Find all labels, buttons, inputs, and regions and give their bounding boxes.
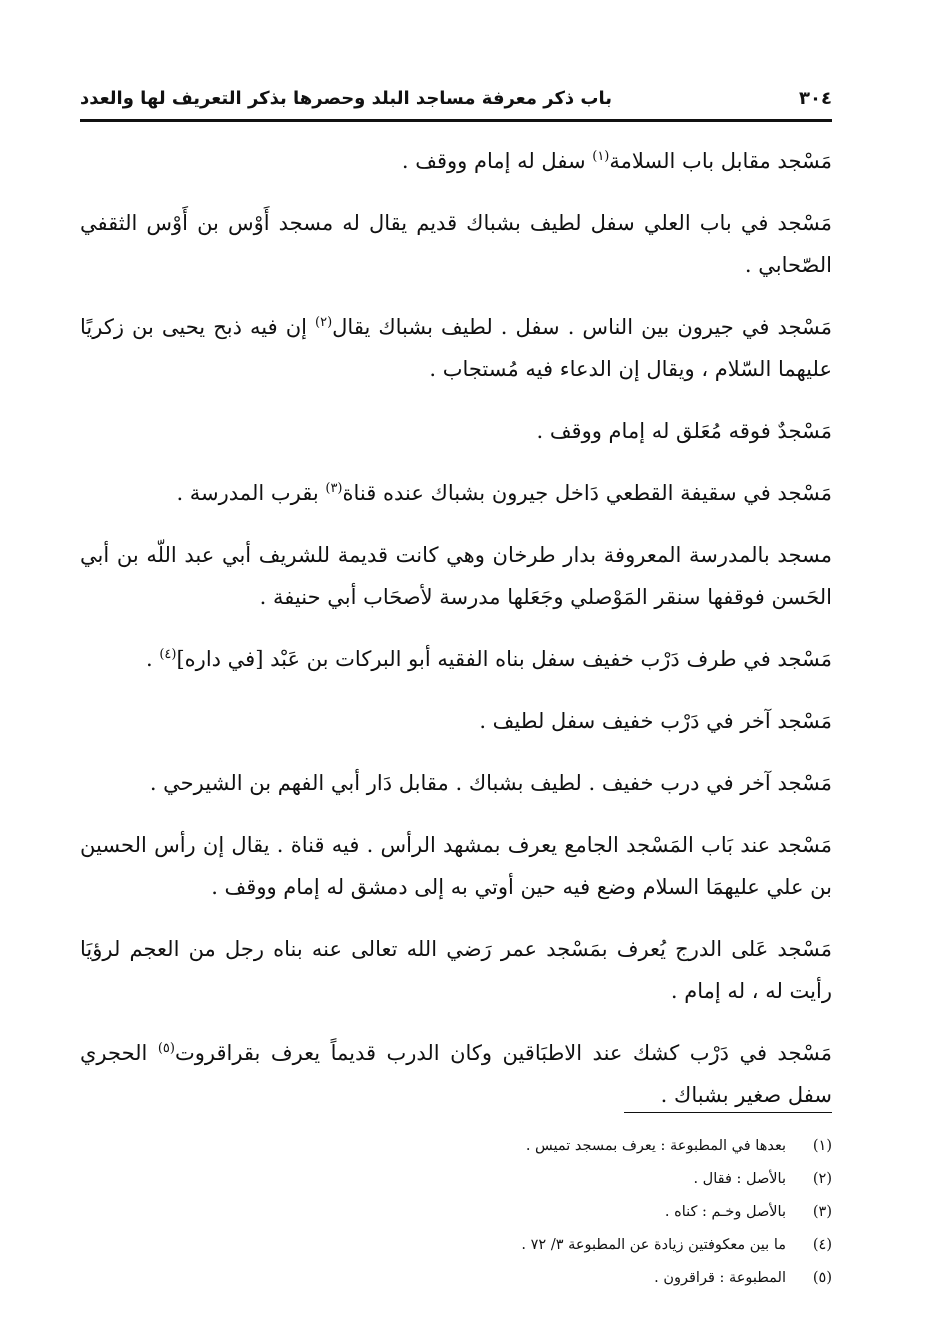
paragraph-text: مَسْجد عَلى الدرج يُعرف بمَسْجد عمر رَضي الله تعالى عنه بناه رجل من العجم لرؤيَا رأيت له ، له إمام . <box>80 937 832 1003</box>
paragraph-text: مَسْجد مقابل باب السلامة <box>609 149 832 173</box>
paragraph <box>80 824 832 908</box>
paragraph-text: مَسْجدٌ فوقه مُعَلق له إمام ووقف . <box>536 419 832 443</box>
footnote <box>80 1163 832 1196</box>
paragraph <box>80 534 832 618</box>
footnote-text: بالأصل وخـم : كناه . <box>664 1204 786 1220</box>
footnote-text: المطبوعة : قراقرون . <box>654 1270 786 1286</box>
footnote-number: (٣) <box>812 1204 832 1220</box>
paragraph-text: بقرب المدرسة . <box>176 481 326 505</box>
paragraph-text: . <box>145 647 160 671</box>
footnote-number: (٥) <box>812 1270 832 1286</box>
paragraph-text: مَسْجد آخر في دَرْب خفيف سفل لطيف . <box>479 709 832 733</box>
footnote-reference: (٤) <box>159 647 177 662</box>
paragraph <box>80 202 832 286</box>
paragraph <box>80 638 832 680</box>
paragraph <box>80 472 832 514</box>
paragraph <box>80 140 832 182</box>
paragraph-text: إن فيه ذبح يحيى بن زكريًا عليهما السّلام ، ويقال إن الدعاء فيه مُستجاب . <box>80 315 832 381</box>
paragraph-text: مَسْجد عند بَاب المَسْجد الجامع يعرف بمشهد الرأس . فيه قناة . يقال إن رأس الحسين بن علي عليهمَا السلام وضع فيه حين أوتي به إلى دمشق له إمام ووقف . <box>80 833 832 899</box>
main-text <box>80 140 832 1136</box>
footnote <box>80 1262 832 1295</box>
footnote-text: بالأصل : فقال . <box>693 1171 786 1187</box>
paragraph-text: مَسْجد في باب العلي سفل لطيف بشباك قديم يقال له مسجد أَوْس بن أَوْس الثقفي الصّحابي . <box>80 211 832 277</box>
paragraph-text: مَسْجد في سقيفة القطعي دَاخل جيرون بشباك عنده قناة <box>342 481 832 505</box>
paragraph-text: مَسْجد في طرف دَرْب خفيف سفل بناه الفقيه أبو البركات بن عَبْد [في داره] <box>176 647 832 671</box>
footnote <box>80 1229 832 1262</box>
paragraph-text: مسجد بالمدرسة المعروفة بدار طرخان وهي كانت قديمة للشريف أبي عبد اللّه بن أبي الحَسن فوقفها سنقر المَوْصلي وجَعَلها مدرسة لأصحَاب أبي حنيفة . <box>80 543 832 609</box>
paragraph <box>80 1032 832 1116</box>
footnote-reference: (١) <box>592 149 610 164</box>
paragraph-text: مَسْجد في دَرْب كشك عند الاطبَاقين وكان الدرب قديماً يعرف بقراقروت <box>174 1041 832 1065</box>
footnote-reference: (٢) <box>315 315 333 330</box>
paragraph <box>80 762 832 804</box>
book-page <box>80 78 832 1308</box>
header-rule <box>80 119 832 122</box>
running-title: باب ذكر معرفة مساجد البلد وحصرها بذكر التعريف لها والعدد <box>80 87 613 109</box>
footnote-number: (٢) <box>812 1171 832 1187</box>
footnotes <box>80 1130 832 1295</box>
paragraph <box>80 306 832 390</box>
footnote-number: (٤) <box>812 1237 832 1253</box>
paragraph <box>80 928 832 1012</box>
footnote-text: ما بين معكوفتين زيادة عن المطبوعة ٣/ ٧٢ . <box>521 1237 786 1253</box>
paragraph <box>80 700 832 742</box>
paragraph-text: مَسْجد في جيرون بين الناس . سفل . لطيف بشباك يقال <box>332 315 833 339</box>
footnote-reference: (٥) <box>157 1041 175 1056</box>
footnote <box>80 1196 832 1229</box>
footnote-number: (١) <box>812 1138 832 1154</box>
paragraph-text: مَسْجد آخر في درب خفيف . لطيف بشباك . مقابل دَار أبي الفهم بن الشيرحي . <box>149 771 832 795</box>
page-number: ٣٠٤ <box>799 87 832 109</box>
paragraph <box>80 410 832 452</box>
footnote-separator <box>624 1112 832 1113</box>
paragraph-text: الحجري سفل صغير بشباك . <box>80 1041 832 1107</box>
paragraph-text: سفل له إمام ووقف . <box>401 149 593 173</box>
footnote <box>80 1130 832 1163</box>
page-header <box>80 78 832 118</box>
footnote-text: بعدها في المطبوعة : يعرف بمسجد تميس . <box>525 1138 786 1154</box>
footnote-reference: (٣) <box>325 481 343 496</box>
